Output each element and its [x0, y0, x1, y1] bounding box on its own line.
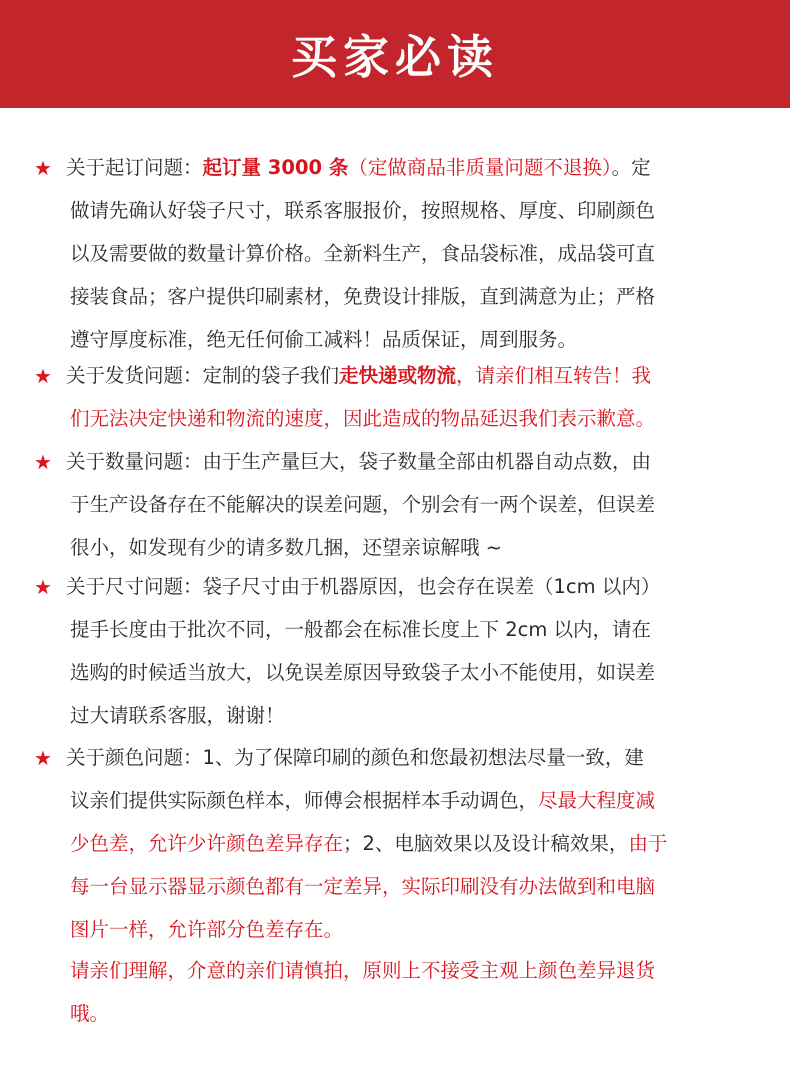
star-icon: ★ — [34, 364, 52, 388]
text-line — [70, 826, 667, 862]
star-icon: ★ — [34, 746, 52, 770]
text-run: 提手长度由于批次不同，一般都会在标准长度上下 2cm 以内，请在 — [70, 618, 652, 641]
text-run: 关于起订问题： — [66, 156, 203, 179]
text-run: （定做商品非质量问题不退换） — [348, 156, 612, 179]
page-title: 买家必读 — [291, 30, 499, 84]
text-run: 尽最大程度减 — [538, 789, 656, 812]
text-line — [66, 740, 644, 776]
star-icon: ★ — [34, 450, 52, 474]
text-run: 图片一样，允许部分色差存在。 — [70, 918, 344, 941]
star-icon: ★ — [34, 575, 52, 599]
text-run: 关于发货问题：定制的袋子我们 — [66, 364, 340, 387]
star-icon: ★ — [34, 156, 52, 180]
text-line — [66, 569, 660, 605]
text-run: ；2、电脑效果以及设计稿效果， — [343, 832, 629, 855]
text-run: 关于数量问题：由于生产量巨大，袋子数量全部由机器自动点数，由 — [66, 450, 652, 473]
text-line — [70, 912, 343, 948]
text-run: 。定 — [611, 156, 651, 179]
text-run: 们无法决定快递和物流的速度，因此造成的物品延迟我们表示歉意。 — [70, 407, 656, 430]
text-line — [70, 698, 285, 734]
text-run: 关于颜色问题：1、为了保障印刷的颜色和您最初想法尽量一致，建 — [66, 746, 644, 769]
text-run: 走快递或物流 — [339, 364, 457, 387]
text-line — [70, 612, 651, 648]
text-run: 请亲们理解，介意的亲们请慎拍，原则上不接受主观上颜色差异退货 — [70, 959, 656, 982]
text-run: 少色差，允许少许颜色差异存在 — [70, 832, 344, 855]
text-run: 遵守厚度标准，绝无任何偷工减料！品质保证，周到服务。 — [70, 328, 578, 351]
text-run: 由于 — [628, 832, 668, 855]
text-run: 以及需要做的数量计算价格。全新料生产，食品袋标准，成品袋可直 — [70, 242, 656, 265]
text-line — [70, 530, 502, 566]
text-line — [66, 444, 651, 480]
text-line — [70, 655, 655, 691]
text-run: 很小，如发现有少的请多数几捆，还望亲谅解哦 ~ — [70, 536, 503, 559]
text-line — [70, 487, 655, 523]
text-run: 接装食品；客户提供印刷素材，免费设计排版，直到满意为止；严格 — [70, 285, 656, 308]
text-run: 选购的时候适当放大，以免误差原因导致袋子太小不能使用，如误差 — [70, 661, 656, 684]
text-line — [66, 358, 651, 394]
text-line — [70, 783, 655, 819]
text-run: 做请先确认好袋子尺寸，联系客服报价，按照规格、厚度、印刷颜色 — [70, 199, 656, 222]
text-run: 哦。 — [70, 1002, 110, 1025]
text-line — [70, 193, 655, 229]
text-run: 过大请联系客服，谢谢！ — [70, 704, 285, 727]
text-run: 于生产设备存在不能解决的误差问题，个别会有一两个误差，但误差 — [70, 493, 656, 516]
text-line — [66, 150, 651, 186]
text-line — [70, 279, 655, 315]
footer-line — [70, 953, 655, 989]
text-line — [70, 869, 655, 905]
text-line — [70, 401, 655, 437]
text-run: 关于尺寸问题：袋子尺寸由于机器原因，也会存在误差（1cm 以内） — [66, 575, 661, 598]
page-header — [0, 0, 790, 108]
text-line — [70, 322, 577, 358]
text-run: 起订量 3000 条 — [202, 156, 349, 179]
text-line — [70, 236, 655, 272]
footer-line — [70, 996, 109, 1032]
text-run: 议亲们提供实际颜色样本，师傅会根据样本手动调色， — [70, 789, 539, 812]
text-run: ，请亲们相互转告！我 — [456, 364, 652, 387]
text-run: 每一台显示器显示颜色都有一定差异，实际印刷没有办法做到和电脑 — [70, 875, 656, 898]
